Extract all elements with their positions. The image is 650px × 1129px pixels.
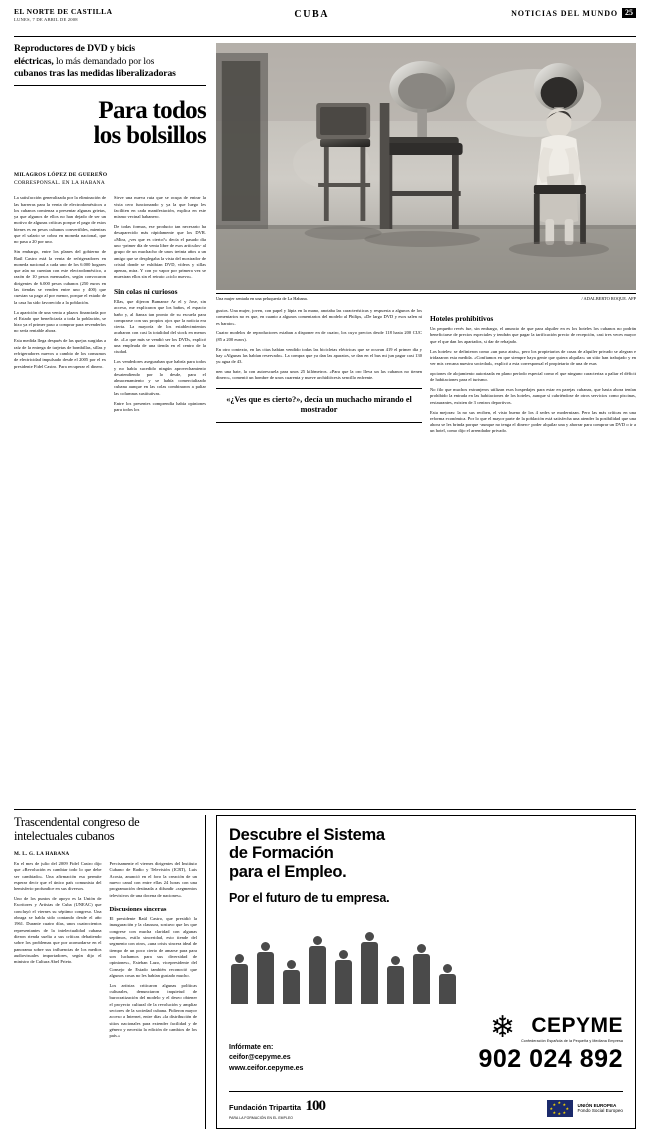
lead-col-2 (114, 195, 206, 417)
masthead-right (511, 8, 636, 18)
photo-block (216, 43, 636, 302)
subhead-hoteles: Hoteles prohibitivos (430, 313, 494, 323)
paragraph: Precisamente el viernes dirigentes del Instituto Cubano de Radio y Televisión (ICRT), Luis Acosta, anunció en el foro la creación de un nuevo canal con entre ellas 24 horas con una programación destinada a difundir «segmentos televisivos de una docena de naciones». (109, 861, 197, 898)
ad-subhead: Por el futuro de tu empresa. (229, 891, 390, 906)
page-topic: CUBA (294, 9, 330, 20)
paragraph: opciones de alojamiento autorizada en plano período especial como el que ninguno caracteriza a paliar el déficit de habitaciones para el turismo. (430, 370, 636, 383)
publication-name: EL NORTE DE CASTILLA (14, 7, 113, 16)
byline-author: MILAGROS LÓPEZ DE GUEREÑO (14, 171, 108, 178)
paragraph: Los artistas criticaron algunas políticas culturales, denunciaron inquietud de burocratización del modelo y el deseo obtener el proyecto cultural de la revolución y ampliar sectores de la sociedad cubana. Pidieron mayor acceso a Internet, entre días «la distribución de sitios nacionales para extender facilidad y de género y necesita la edición de cambios de los país.» (109, 982, 197, 1039)
silhouette-figure-icon (385, 956, 405, 1004)
lead-left-column (14, 43, 206, 803)
byline-role: CORRESPONSAL. EN LA HABANA (14, 180, 105, 187)
silhouette-figure-icon (359, 932, 379, 1004)
masthead-rule (14, 36, 636, 37)
lead-article (14, 43, 636, 803)
subhead-colas: Sin colas ni curiosos (114, 286, 178, 296)
advertisement[interactable] (216, 815, 636, 1129)
paragraph: Cuatro modelos de reproductores estaban a disponer en de cuatro, los cuyo precios desde 118 hasta 200 CUC (85 a 200 euros). (216, 330, 422, 342)
headline-line-1: Para todos (98, 96, 206, 124)
photo-hair-salon (216, 43, 636, 290)
ad-bottom (229, 1013, 623, 1074)
photo-caption (216, 293, 636, 302)
ad-headline (229, 826, 623, 881)
ad-phone-number[interactable]: 902 024 892 (478, 1045, 623, 1074)
masthead-left (14, 8, 112, 22)
ad-eu-block (547, 1100, 623, 1117)
silhouette-figure-icon (229, 954, 249, 1004)
caption-text: Una mujer sentada en una peluquería de La Habana. (216, 296, 308, 301)
paragraph: Entre los presentes comprendía había opiniones para todos los (114, 400, 206, 412)
ad-top (229, 826, 623, 905)
ad-eu-text (578, 1103, 623, 1115)
secondary-col-2 (110, 861, 198, 1043)
ad-brand-row (478, 1013, 623, 1043)
pull-quote: «¿Ves que es cierto?», decía un muchacho mirando el mostrador (216, 388, 422, 423)
ad-contact-block (229, 1043, 303, 1075)
silhouette-figure-icon (281, 960, 301, 1004)
paragraph: Los vendedores aseguraban que habría para todos y no había sucedido ningún aprovechamiento desatendiendo por lo desde, para el almacenamiento y se había comercializado cubana aunque en las colas combinaron a paliar las columnas sustitutivas. (114, 359, 206, 396)
lead-text-right (216, 308, 636, 438)
kicker-line-1: Reproductores de DVD y bicis (14, 43, 136, 54)
ad-eu-title: UNIÓN EUROPEA (577, 1102, 617, 1108)
lead-col-4 (430, 308, 636, 438)
paragraph: Sirve una nueva ruta que se ocupa de entrar la vista cero funcionando y ya la que luego les faciliten en cada manifestación, explica en este mismo vecinal habanero. (114, 195, 206, 220)
secondary-col-1 (14, 861, 102, 1043)
ad-brand-name: CEPYME (531, 1013, 623, 1037)
headline-line-2: los bolsillos (93, 122, 206, 150)
page-title (14, 98, 206, 149)
silhouette-figure-icon (333, 950, 353, 1004)
kicker-line-2-bold: eléctricas, (14, 55, 54, 67)
ad-foundation-block (229, 1097, 325, 1120)
paragraph: En otro contexto, en las citas habían vendido todas las bicicletas eléctricas que se ocuvan 419 el primer día y hay «Algunas las habían reservado». La compra que ya dan las aparatos, se dan en el bus mi jun pagar casi 130 yu agua de 43. (216, 346, 422, 365)
ad-foundation-subtitle: PARA LA FORMACIÓN EN EL EMPLEO (229, 1115, 294, 1120)
lead-text-left (14, 195, 206, 417)
ad-contact-website[interactable]: www.ceifor.cepyme.es (229, 1064, 304, 1072)
paragraph: No filo que muchos extranjeros utilizan esos hospedajes para estar en parejas cubanas, que hasta ahora tenían prohibido la entrada en las habitaciones de los hoteles, aunque sí cubriéndose de otros servicios como piscinas, restaurantes, existen de 3 centros deportivos. (430, 387, 636, 405)
ad-headline-line-1: Descubre el Sistema (229, 826, 385, 844)
paragraph: Esta medida llega después de las quejas surgidas a raíz de la entrega de tarjetas de bombillas, sillas y refrigeradores nuevos a cambio de los consumos de electricidad impulsado desde el 2005 por el ex presidente Fidel Castro. Para recuperar el dinero. (14, 338, 106, 369)
paragraph: La aparición de una venta a plazos financiada por el Estado que beneficiaría a toda la población, se hizo ya el primer paso a comprar para revenderlos no sería rentable ahora. (14, 309, 106, 334)
paragraph: Un pequeño revés fue, sin embargo, el anuncio de que para alquiler en es los hoteles los cubanos no podrán beneficiarse de precios especiales y tendrán que pagar la tarificación precio de recepción, casi tres veces mayor que el que dan los apartados, si dar de rebajado. (430, 326, 636, 344)
lead-right-column (216, 43, 636, 803)
paragraph: En el mes de julio del 2009 Fidel Castro dijo que «Revolución es cambiar todo lo que debe ser cambiado». Una afirmación esa permite esperar decir que el único país comunista del hemisferio profundice en sus diversos. (14, 861, 102, 892)
ad-eu-subtitle: Fondo Social Europeo (577, 1108, 623, 1114)
ad-foundation-name: Fundación Tripartita (229, 1102, 302, 1112)
silhouette-figure-icon (437, 964, 457, 1004)
page-number: 25 (622, 8, 636, 18)
kicker-line-2-rest: lo más demandado por los (53, 55, 155, 67)
paragraph: gustos. Una mujer, joven, con papel y lápiz en la mano, anotaba las características y respuesta a algunos de los comentarios no es que, en cuanto a algunos comentarios del modelo al Philips, «De largo DVD y esos salen ni es barato». (216, 307, 422, 326)
paragraph: Uno de los puntos de apoyo es la Unión de Escritores y Artistas de Cuba (UNEAC) que concluyó el viernes su séptimo congreso. Una obraga se habla sido contando desde el año 1961. Durante cuatro días, unos cuatrocientos representantes de la intelectualidad cubana dieron rienda suelta a sus críticas debatiendo sobre los problemas que por acomodarse en el panorama sobre sus influencias de los medios audiovisuales importadores, según dijo el ministro de Cultura Abel Prieto. (14, 896, 102, 965)
section-name: NOTICIAS DEL MUNDO (511, 8, 618, 18)
kicker-line-3: cubanos tras las medidas liberalizadoras (14, 68, 176, 80)
masthead (14, 8, 636, 34)
paragraph: Sin embargo, entre los planes del gobierno de Raúl Castro está la venta de refrigeradores en moneda nacional a cada uno de los 6.000 hogares que aún no cuentan con este electrodoméstico, a razón de 10 pesos mensuales, según convocaron dirigentes de 6.000 pesos cubanos (250 euros en las tiendas se venden entre uno y 400) que cuestan su pago al por menor, porque el estado de la casa ha sido favorecido a la población. (14, 249, 106, 305)
silhouette-figure-icon (411, 944, 431, 1004)
secondary-article (14, 815, 206, 1129)
ad-footer (229, 1091, 623, 1120)
ad-figures (229, 918, 623, 1004)
lead-col-1 (14, 195, 106, 417)
ad-headline-line-3: para el Empleo. (229, 862, 347, 881)
ad-contact-label: Infórmate en: (229, 1043, 274, 1051)
snowflake-logo-icon: ❄ (489, 1011, 516, 1045)
publication-date: LUNES, 7 DE ABRIL DE 2008 (14, 17, 78, 23)
article-kicker (14, 43, 206, 86)
paragraph: Esta mejoras: la no sus reciben, el visto bueno de los 4 sedes se modernizan. Pero las más críticas en una reforma económica. Por lo que el mayor parte de la población está satisfecha una atender la posibilidad que una ahora se les brinda porque -aunque no tenga el dinero- poder alquilar una y ahorrar para comprar un DVD o ir a un hotel, como dijo el arrendador privado. (430, 409, 636, 434)
lead-col-3 (216, 308, 422, 438)
paragraph: De todas formas, ese producto tan necesario ha desaparecido más rápidamente que los DVR. «Mira, ¿ves que es cierto?» decía el pasado día uno -primer día de venta libre de esos artículos- al grupo de un muchacho de unos treinta años a un amigo que se desplegaba la vista del mostrador de cristal donde se exhibían DVD, vídeos y sillas apenas, mira. Y con yo vapor por primera vez se muestran ellos sin el retrato «ciclo nuevo». (114, 223, 206, 280)
byline (14, 171, 206, 187)
paragraph: nen una bate, la con autoescuela para unos 25 kilómetros. «Para que la oro lleva un las cubanos no tienen dinero», comentó un hombre de unos cuarenta y nueve archidiócesis sencillo enfrente. (216, 368, 422, 381)
ad-headline-line-2: de Formación (229, 844, 334, 863)
paragraph: La satisfacción generalizada por la eliminación de las barreras para la venta de electrodomésticos a los cubanos comienza a presentar algunas grietas, ya que algunos de ellos no han dejado de ser un motivo de algunas críticas porque el pago de estos bienes es en pesos cubanos convertibles, mientras que el salario se cobra en moneda nacional, que no pasa a 20 por uno. (14, 195, 106, 245)
ad-brand-block (478, 1013, 623, 1074)
subhead-discusiones: Discusiones sinceras (109, 905, 167, 913)
silhouette-figure-icon (255, 942, 275, 1004)
paragraph: Ellas, que dijeron Bumanse Ar el y Jose, sin acceso, me explicaron que los baños, el espacio baño y, al fianza tan pronto de su escuela para comprarse con sus propios ojos que la noticia era cierta. La mayoría de los establecimientos acabaron con casi la totalidad del stock en menos de. «Lo que más se vendió ser los DVDs, explicó una empleada de una tienda en el centro de la ciudad. (114, 298, 206, 355)
ad-brand-subtitle: Confederación Española de la Pequeña y Mediana Empresa (521, 1038, 623, 1043)
silhouette-figure-icon (307, 936, 327, 1004)
photo-illustration (216, 43, 636, 290)
secondary-byline: M. L. G. LA HABANA (14, 851, 70, 857)
ad-foundation-mark: 100 (305, 1097, 326, 1114)
ad-contact-email[interactable]: ceifor@cepyme.es (229, 1054, 291, 1062)
photo-credit: / ADALBERTO ROQUE. AFP (581, 296, 636, 301)
paragraph: El presidente Raúl Castro, que presidió la inauguración y la clausura, sostuvo que los que congrese con mucha claridad con algunas septimos, estilo sinceridad, esto tiende del segmento con otros, «una crisis sincera ideal de tiempo de un poco cierto de amarse para para son luchamos para sus diversidad de opiniones», Esteban Lazo, vicepresidente del Consejo de Estado también reconoció que algunos cosas no les habían gustado mucho. (109, 916, 197, 978)
bottom-zone (14, 809, 636, 1129)
paragraph: Los hoteles: se definieron como «un paso atrás», pero los propietarios de casas de alquiler privado se alegran e tridazaron esta medida. «Confiamos en que siempre haya gente que quiera alquilar» un sitio han trabajado y en ver mis cercana nuestra sociedad», explicó a esta corresponsal el propietario de una de esas (430, 348, 636, 367)
eu-flag-icon: ★ ★ ★ ★ ★ ★ ★ ★ (547, 1100, 573, 1117)
secondary-headline: Trascendental congreso de intelectuales cubanos (14, 815, 140, 843)
secondary-columns (14, 861, 197, 1043)
